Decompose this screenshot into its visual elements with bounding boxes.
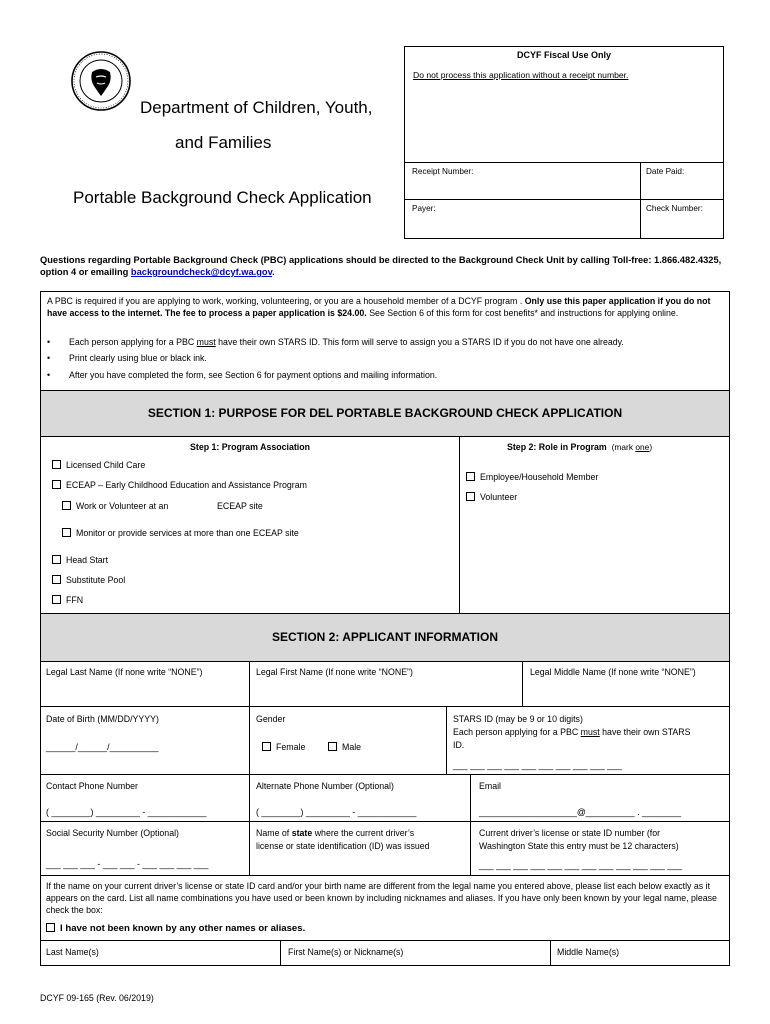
option-label: Employee/Household Member: [480, 472, 599, 482]
female-option[interactable]: [262, 742, 305, 752]
form-number: DCYF 09-165 (Rev. 06/2019): [40, 993, 154, 1003]
email-blank: ____________________@__________ . ________: [479, 807, 682, 817]
department-name-line2: and Families: [175, 133, 272, 152]
checkbox-icon[interactable]: [62, 501, 71, 510]
field-label: Legal Middle Name (If none write “NONE”): [530, 667, 696, 677]
bullet-text: After you have completed the form, see Section 6 for payment options and mailing information.: [69, 370, 438, 380]
step2-hint: (mark one): [611, 442, 653, 452]
fiscal-note: Do not process this application without a receipt number.: [413, 70, 629, 80]
checkbox-icon[interactable]: [52, 555, 61, 564]
questions-text: Questions regarding Portable Background Check (PBC) applications should be directed to the Background Check Unit by calling Toll-free: 1.866.482.4325, option 4 or emailing: [40, 255, 722, 277]
phone-blank: ( ________) _________ - ____________: [46, 807, 207, 817]
field-label-line2: Washington State this entry must be 12 characters): [479, 841, 679, 851]
check-number-label: Check Number:: [646, 204, 703, 213]
checkbox-icon[interactable]: [466, 472, 475, 481]
bullet-icon: •: [47, 353, 51, 363]
payer-label: Payer:: [412, 204, 436, 213]
contact-phone-field[interactable]: [40, 774, 250, 822]
field-label: First Name(s) or Nickname(s): [288, 947, 404, 957]
alternate-phone-field[interactable]: [249, 774, 471, 822]
field-label: Current driver’s license or state ID number (for: [479, 828, 661, 838]
field-label: Legal Last Name (If none write “NONE”): [46, 667, 203, 677]
field-label: Last Name(s): [46, 947, 99, 957]
option-label: Male: [342, 742, 362, 752]
fiscal-use-box: [404, 46, 724, 239]
ssn-field[interactable]: [40, 821, 250, 876]
stars-blank: ___ ___ ___ ___ ___ ___ ___ ___ ___ ___: [453, 760, 622, 770]
intro-text: A PBC is required if you are applying to work, working, volunteering, or you are a household member of a DCYF program .: [47, 296, 525, 306]
option-label: ECEAP – Early Childhood Education and Assistance Program: [66, 480, 307, 490]
ssn-blank: ___ ___ ___ - ___ ___ - ___ ___ ___ ___: [46, 859, 209, 869]
step2-title-row: [507, 442, 652, 452]
department-name-line1: Department of Children, Youth,: [140, 98, 373, 117]
step2-title: Step 2: Role in Program: [507, 442, 607, 452]
license-blank: ___ ___ ___ ___ ___ ___ ___ ___ ___ ___ ___ ___: [479, 860, 683, 870]
option-label: Volunteer: [480, 492, 518, 502]
checkbox-icon[interactable]: [52, 460, 61, 469]
field-label: Email: [479, 781, 501, 791]
email-link[interactable]: backgroundcheck@dcyf.wa.gov: [130, 267, 273, 277]
field-label: Social Security Number (Optional): [46, 828, 179, 838]
bullet-text: Each person applying for a PBC: [69, 337, 197, 347]
intro-box: [40, 291, 730, 391]
field-label: Name of state where the current driver’s: [256, 828, 415, 838]
stars-instruction: Each person applying for a PBC must have their own STARS: [453, 727, 691, 737]
dob-blank: ______/______/__________: [46, 742, 159, 752]
intro-paragraph: [47, 296, 723, 319]
ffn-option[interactable]: [52, 595, 83, 605]
checkbox-icon[interactable]: [62, 528, 71, 537]
alias-middle-name-field[interactable]: [550, 940, 730, 966]
field-label: Alternate Phone Number (Optional): [256, 781, 394, 791]
no-alias-option[interactable]: [46, 923, 305, 934]
checkbox-icon[interactable]: [466, 492, 475, 501]
date-of-birth-field[interactable]: [40, 706, 250, 775]
fiscal-divider: [640, 162, 641, 239]
checkbox-icon[interactable]: [52, 575, 61, 584]
issuing-state-field[interactable]: [249, 821, 471, 876]
option-label: Head Start: [66, 555, 109, 565]
volunteer-option[interactable]: [466, 492, 517, 502]
field-label: Gender: [256, 714, 286, 724]
field-label: Contact Phone Number: [46, 781, 138, 791]
field-label: Middle Name(s): [557, 947, 620, 957]
checkbox-icon[interactable]: [262, 742, 271, 751]
checkbox-icon[interactable]: [46, 923, 55, 932]
questions-paragraph: [40, 254, 730, 278]
license-number-field[interactable]: [470, 821, 730, 876]
alias-note-box: [40, 875, 730, 941]
option-label: Work or Volunteer at an: [76, 501, 169, 511]
legal-last-name-field[interactable]: [40, 661, 250, 707]
form-title: Portable Background Check Application: [73, 188, 372, 207]
employee-option[interactable]: [466, 472, 598, 482]
bullet-icon: •: [47, 370, 51, 380]
checkbox-icon[interactable]: [328, 742, 337, 751]
gender-field: [249, 706, 447, 775]
stars-id-field[interactable]: [446, 706, 730, 775]
option-label: Licensed Child Care: [66, 460, 146, 470]
legal-middle-name-field[interactable]: [522, 661, 730, 707]
date-paid-label: Date Paid:: [646, 167, 685, 176]
stars-instruction-tail: ID.: [453, 740, 465, 750]
eceap-option[interactable]: [52, 480, 307, 490]
option-label: Substitute Pool: [66, 575, 126, 585]
bullet-text: Print clearly using blue or black ink.: [69, 353, 207, 363]
field-label: STARS ID (may be 9 or 10 digits): [453, 714, 583, 724]
substitute-pool-option[interactable]: [52, 575, 125, 585]
field-label: Date of Birth (MM/DD/YYYY): [46, 714, 159, 724]
fiscal-divider: [405, 162, 723, 163]
alias-last-name-field[interactable]: [40, 940, 281, 966]
bullet-text-tail: have their own STARS ID. This form will serve to assign you a STARS ID if you do not have one already.: [215, 337, 624, 347]
bullet-icon: •: [47, 337, 51, 347]
section2-heading: SECTION 2: APPLICANT INFORMATION: [40, 613, 730, 662]
alt-phone-blank: ( ________) _________ - ____________: [256, 807, 417, 817]
fiscal-divider: [405, 199, 723, 200]
licensed-child-care-option[interactable]: [52, 460, 145, 470]
option-label: I have not been known by any other names or aliases.: [60, 923, 306, 934]
monitor-option[interactable]: [62, 528, 299, 538]
alias-note: If the name on your current driver’s license or state ID card and/or your birth name are different from the legal name you entered above, please list each below exactly as it appears on the card. List all name combinations you have used or been known by including nicknames and aliases. If you have only been known by your legal name, please check the box:: [46, 881, 717, 915]
receipt-number-label: Receipt Number:: [412, 167, 474, 176]
checkbox-icon[interactable]: [52, 480, 61, 489]
field-label-line2: license or state identification (ID) was issued: [256, 841, 430, 851]
checkbox-icon[interactable]: [52, 595, 61, 604]
step1-title: Step 1: Program Association: [190, 442, 310, 452]
option-label: Female: [276, 742, 306, 752]
email-field[interactable]: [470, 774, 730, 822]
intro-text-tail: See Section 6 of this form for cost benefits* and instructions for applying online.: [366, 307, 679, 318]
fiscal-heading: DCYF Fiscal Use Only: [516, 50, 612, 60]
bullet-underlined: must: [196, 337, 216, 347]
option-label: Monitor or provide services at more than one ECEAP site: [76, 528, 299, 538]
step1-panel: [40, 436, 460, 614]
intro-bold-text: Only use this paper application if you do not have access to the internet. The fee to process a paper application is $24.00.: [47, 296, 711, 318]
step2-panel: [459, 436, 730, 614]
field-label: Legal First Name (If none write “NONE”): [256, 667, 413, 677]
head-start-option[interactable]: [52, 555, 108, 565]
section1-heading: SECTION 1: PURPOSE FOR DEL PORTABLE BACKGROUND CHECK APPLICATION: [40, 390, 730, 437]
work-volunteer-option[interactable]: [62, 501, 168, 511]
option-label: FFN: [66, 595, 84, 605]
eceap-site-label: ECEAP site: [217, 501, 263, 511]
state-seal-logo: [70, 50, 132, 112]
male-option[interactable]: [328, 742, 361, 752]
alias-first-name-field[interactable]: [280, 940, 551, 966]
questions-period: .: [272, 267, 275, 277]
legal-first-name-field[interactable]: [249, 661, 523, 707]
